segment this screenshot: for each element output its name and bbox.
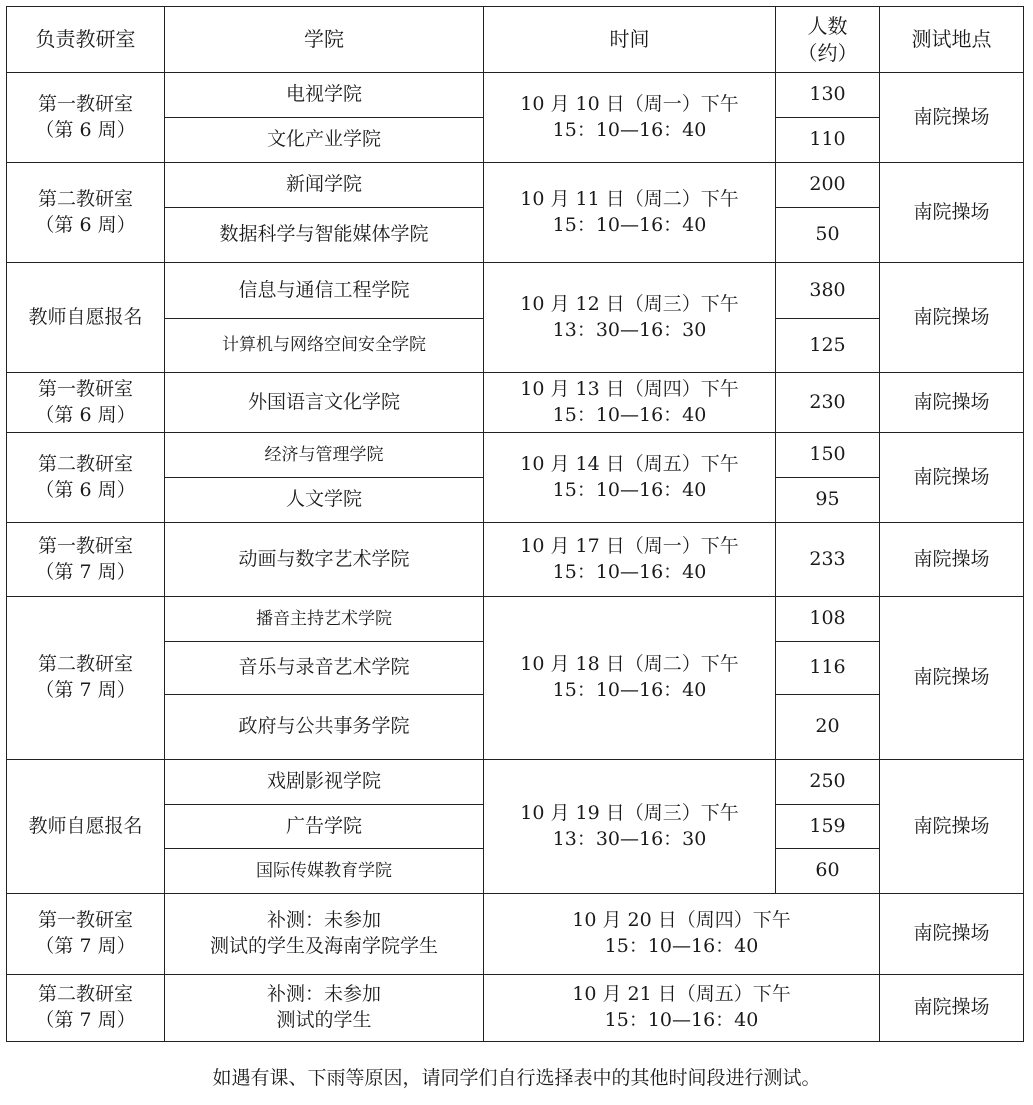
- count-cell: 200: [776, 163, 880, 208]
- time-range: 15：10—16：40: [552, 478, 707, 501]
- schedule-table: [6, 6, 1024, 1042]
- time-range: 13：30—16：30: [552, 318, 707, 341]
- time-date: 10 月 10 日（周一）下午: [520, 92, 739, 115]
- college-cell: 电视学院: [165, 73, 484, 118]
- table-row: [7, 73, 1024, 118]
- college-cell: 动画与数字艺术学院: [165, 523, 484, 597]
- count-cell: 250: [776, 760, 880, 805]
- time-cell: [484, 163, 776, 263]
- college-cell: 播音主持艺术学院: [165, 597, 484, 642]
- time-cell: [484, 523, 776, 597]
- time-date: 10 月 12 日（周三）下午: [520, 292, 739, 315]
- time-cell: [484, 263, 776, 373]
- makeup-desc-line2: 测试的学生: [276, 1009, 372, 1031]
- time-date: 10 月 14 日（周五）下午: [520, 452, 739, 475]
- count-cell: 233: [776, 523, 880, 597]
- dept-cell: [7, 597, 165, 760]
- table-row: [7, 597, 1024, 642]
- count-cell: 95: [776, 478, 880, 523]
- college-cell: 广告学院: [165, 805, 484, 849]
- header-count-line2: （约）: [797, 40, 858, 65]
- header-place: 测试地点: [880, 7, 1024, 73]
- dept-name: 第一教研室: [37, 377, 133, 400]
- time-range: 15：10—16：40: [552, 118, 707, 141]
- college-cell: 音乐与录音艺术学院: [165, 642, 484, 695]
- college-cell: 信息与通信工程学院: [165, 263, 484, 319]
- time-date: 10 月 18 日（周二）下午: [520, 653, 739, 676]
- time-cell: [484, 894, 880, 975]
- dept-name: 第一教研室: [37, 909, 133, 932]
- makeup-desc-line1: 补测：未参加: [266, 909, 381, 932]
- dept-name: 第二教研室: [37, 983, 133, 1006]
- dept-name: 第一教研室: [37, 92, 133, 115]
- dept-cell: [7, 433, 165, 523]
- dept-week: （第 7 周）: [35, 560, 136, 583]
- dept-week: （第 7 周）: [35, 1009, 136, 1031]
- time-date: 10 月 21 日（周五）下午: [572, 983, 791, 1006]
- dept-name: 第一教研室: [37, 534, 133, 557]
- time-range: 15：10—16：40: [552, 560, 707, 583]
- dept-cell: [7, 263, 165, 373]
- count-cell: 125: [776, 319, 880, 373]
- time-date: 10 月 20 日（周四）下午: [572, 909, 791, 932]
- header-college: 学院: [165, 7, 484, 73]
- time-date: 10 月 13 日（周四）下午: [520, 377, 739, 400]
- header-count-line1: 人数: [807, 13, 848, 38]
- time-cell: [484, 433, 776, 523]
- time-cell: [484, 760, 776, 894]
- dept-cell: [7, 163, 165, 263]
- table-row: [7, 894, 1024, 975]
- place-cell: 南院操场: [880, 597, 1024, 760]
- place-cell: 南院操场: [880, 760, 1024, 894]
- college-cell: 人文学院: [165, 478, 484, 523]
- college-cell: 政府与公共事务学院: [165, 695, 484, 760]
- dept-cell: [7, 760, 165, 894]
- time-cell: [484, 597, 776, 760]
- dept-name: 第二教研室: [37, 452, 133, 475]
- dept-cell: [7, 73, 165, 163]
- header-count: [776, 7, 880, 73]
- college-cell: 新闻学院: [165, 163, 484, 208]
- place-cell: 南院操场: [880, 373, 1024, 433]
- time-range: 15：10—16：40: [604, 935, 759, 957]
- dept-cell: [7, 523, 165, 597]
- college-cell: 国际传媒教育学院: [165, 849, 484, 894]
- count-cell: 116: [776, 642, 880, 695]
- count-cell: 130: [776, 73, 880, 118]
- time-range: 15：10—16：40: [604, 1009, 759, 1031]
- dept-name: 第二教研室: [37, 653, 133, 676]
- time-date: 10 月 19 日（周三）下午: [520, 801, 739, 824]
- makeup-desc-line1: 补测：未参加: [266, 983, 381, 1006]
- college-cell: 文化产业学院: [165, 118, 484, 163]
- count-cell: 110: [776, 118, 880, 163]
- table-row: [7, 263, 1024, 319]
- time-cell: [484, 373, 776, 433]
- count-cell: 50: [776, 208, 880, 263]
- count-cell: 150: [776, 433, 880, 478]
- table-row: [7, 163, 1024, 208]
- table-row: [7, 523, 1024, 597]
- time-date: 10 月 17 日（周一）下午: [520, 534, 739, 557]
- time-range: 15：10—16：40: [552, 213, 707, 236]
- count-cell: 159: [776, 805, 880, 849]
- time-date: 10 月 11 日（周二）下午: [520, 187, 739, 210]
- dept-name: 第二教研室: [37, 187, 133, 210]
- dept-week: （第 6 周）: [35, 118, 136, 141]
- place-cell: 南院操场: [880, 523, 1024, 597]
- college-cell: 计算机与网络空间安全学院: [165, 319, 484, 373]
- dept-cell: [7, 373, 165, 433]
- dept-week: （第 7 周）: [35, 935, 136, 957]
- college-cell: 经济与管理学院: [165, 433, 484, 478]
- count-cell: 108: [776, 597, 880, 642]
- count-cell: 60: [776, 849, 880, 894]
- count-cell: 20: [776, 695, 880, 760]
- dept-name: 教师自愿报名: [28, 814, 143, 837]
- table-row: [7, 975, 1024, 1042]
- time-cell: [484, 975, 880, 1042]
- dept-week: （第 6 周）: [35, 213, 136, 236]
- table-row: [7, 373, 1024, 433]
- dept-cell: [7, 894, 165, 975]
- place-cell: 南院操场: [880, 263, 1024, 373]
- makeup-desc-line2: 测试的学生及海南学院学生: [209, 935, 438, 957]
- header-row: [7, 7, 1024, 73]
- footnote: 如遇有课、下雨等原因，请同学们自行选择表中的其他时间段进行测试。: [212, 1067, 821, 1089]
- count-cell: 230: [776, 373, 880, 433]
- count-cell: 380: [776, 263, 880, 319]
- place-cell: 南院操场: [880, 163, 1024, 263]
- dept-week: （第 6 周）: [35, 478, 136, 501]
- table-row: [7, 433, 1024, 478]
- dept-cell: [7, 975, 165, 1042]
- place-cell: 南院操场: [880, 73, 1024, 163]
- place-cell: 南院操场: [880, 433, 1024, 523]
- time-range: 15：10—16：40: [552, 403, 707, 426]
- college-cell: 数据科学与智能媒体学院: [165, 208, 484, 263]
- header-dept: 负责教研室: [7, 7, 165, 73]
- time-cell: [484, 73, 776, 163]
- college-cell: 戏剧影视学院: [165, 760, 484, 805]
- time-range: 13：30—16：30: [552, 827, 707, 850]
- place-cell: 南院操场: [880, 975, 1024, 1042]
- dept-name: 教师自愿报名: [28, 305, 143, 328]
- college-cell: 外国语言文化学院: [165, 373, 484, 433]
- place-cell: 南院操场: [880, 894, 1024, 975]
- header-time: 时间: [484, 7, 776, 73]
- dept-week: （第 6 周）: [35, 403, 136, 426]
- table-row: [7, 760, 1024, 805]
- dept-week: （第 7 周）: [35, 679, 136, 701]
- makeup-desc-cell: [165, 894, 484, 975]
- makeup-desc-cell: [165, 975, 484, 1042]
- time-range: 15：10—16：40: [552, 679, 707, 701]
